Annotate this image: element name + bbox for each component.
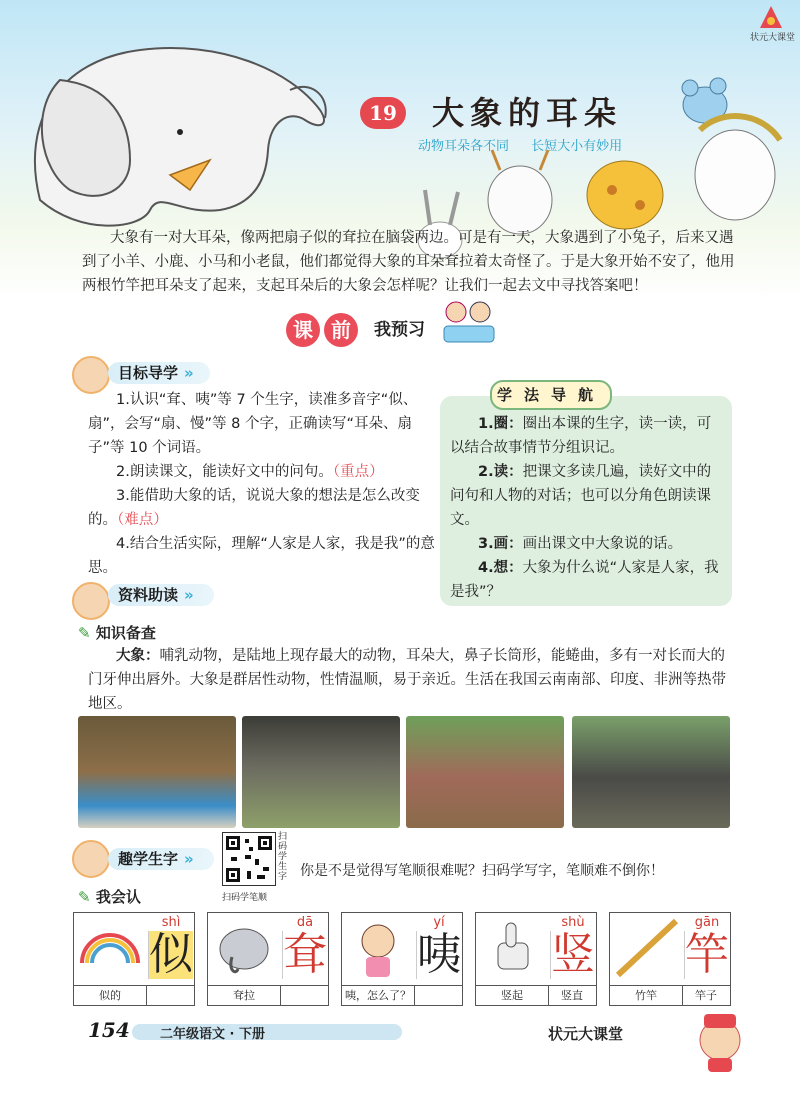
knowledge-heading — [78, 622, 156, 643]
lesson-title: 大象的耳朵 — [432, 94, 623, 132]
reading-heading — [108, 584, 214, 606]
study-method-title: 学法导航 — [490, 380, 612, 410]
vocab-avatar — [72, 840, 110, 878]
lesson-subtitle — [418, 135, 640, 154]
chevron-right-icon: » — [184, 586, 194, 604]
word-1: 竹竿 — [610, 985, 683, 1006]
knowledge-text: 哺乳动物，是陆地上现存最大的动物，耳朵大，鼻子长筒形，能蜷曲，多有一对长而大的门牙伸出唇外。大象是群居性动物，性情温顺，易于亲近。生活在我国云南南部、印度、非洲等热带地区。 — [88, 648, 726, 712]
term: 大象： — [116, 648, 160, 664]
knowledge-heading-text: 知识备查 — [95, 624, 156, 642]
preview-badge-1: 课 — [286, 313, 320, 347]
word-1: 耷拉 — [208, 985, 281, 1006]
elephant-photo-1 — [78, 716, 236, 828]
method-item-2 — [450, 460, 725, 532]
method-item-1 — [450, 412, 725, 460]
difficult-point-tag: （难点） — [117, 512, 168, 528]
word-2 — [280, 985, 328, 1006]
goal-item-3 — [88, 484, 436, 532]
pencil-icon: ✎ — [78, 624, 91, 642]
lesson-number-badge: 19 — [360, 97, 406, 129]
recognize-heading — [78, 886, 141, 907]
mascot-image — [690, 1010, 750, 1074]
method-key: 4.想： — [478, 560, 523, 576]
word-2 — [146, 985, 194, 1006]
character: 竿 — [685, 929, 729, 980]
method-text: 把课文多读几遍，读好文中的问句和人物的对话；也可以分角色朗读课文。 — [450, 464, 712, 528]
goal-item-4: 4.结合生活实际，理解“人家是人家，我是我”的意思。 — [88, 536, 435, 576]
goals-heading — [108, 362, 210, 384]
char-card — [73, 912, 195, 1006]
method-key: 1.圈： — [478, 416, 523, 432]
thumbs-up-image — [476, 913, 548, 983]
preview-label: 我预习 — [374, 320, 425, 340]
char-card — [341, 912, 463, 1006]
word-2: 竿子 — [682, 985, 730, 1006]
word-1: 竖起 — [476, 985, 549, 1006]
pinyin: shì — [161, 915, 181, 930]
elephant-image — [208, 913, 280, 983]
bamboo-pole-image — [610, 913, 682, 983]
pinyin: yí — [433, 915, 445, 930]
qr-code[interactable] — [222, 832, 276, 886]
word-2 — [414, 985, 462, 1006]
character: 咦 — [417, 929, 461, 980]
word-2: 竖直 — [548, 985, 596, 1006]
subtitle-left: 动物耳朵各不同 — [418, 139, 510, 154]
goal-item-1: 1.认识“耷、咦”等 7 个生字，读准多音字“似、扇”，会写“扇、慢”等 8 个字，正确读写“耳朵、扇子”等 10 个词语。 — [88, 392, 418, 456]
goal-item-3-text: 3.能借助大象的话，说说大象的想法是怎么改变的。 — [88, 488, 420, 528]
vocab-heading-text: 趣学生字 — [118, 850, 179, 868]
footer-book-title: 二年级语文 · 下册 — [160, 1027, 265, 1042]
elephant-photo-2 — [242, 716, 400, 828]
reading-heading-text: 资料助读 — [118, 586, 179, 604]
method-item-3 — [450, 532, 725, 556]
key-point-tag: （重点） — [332, 464, 384, 480]
vocab-heading — [108, 848, 214, 870]
char-card — [609, 912, 731, 1006]
method-item-4 — [450, 556, 725, 604]
scan-side-label: 扫码学生字 — [278, 832, 288, 882]
study-method-list — [450, 412, 725, 604]
brand-text: 状元大课堂 — [750, 33, 796, 43]
method-text: 圈出本课的生字，读一读，可以结合故事情节分组识记。 — [450, 416, 712, 456]
chevron-right-icon: » — [184, 850, 194, 868]
footer-brand: 状元大课堂 — [548, 1025, 624, 1043]
pencil-icon: ✎ — [78, 888, 91, 906]
word-1: 咦，怎么了？ — [342, 985, 415, 1006]
brand-logo — [760, 6, 782, 28]
brand-logo-icon — [760, 6, 782, 28]
character: 似 — [149, 929, 193, 980]
goal-item-2-text: 2.朗读课文，能读好文中的问句。 — [116, 464, 333, 480]
qr-code-icon — [223, 833, 275, 885]
elephant-photo-4 — [572, 716, 730, 828]
rainbow-image — [74, 913, 146, 983]
goals-list — [88, 388, 436, 580]
intro-paragraph: 大象有一对大耳朵，像两把扇子似的耷拉在脑袋两边。可是有一天，大象遇到了小兔子，后来又遇到了小羊、小鹿、小马和小老鼠，他们都觉得大象的耳朵耷拉着太奇怪了。于是大象开始不安了，他用两根竹竿把耳朵支了起来，支起耳朵后的大象会怎样呢？让我们一起去文中寻找答案吧！ — [82, 230, 735, 294]
goals-heading-text: 目标导学 — [118, 364, 179, 382]
student-avatar — [72, 582, 110, 620]
method-text: 大象为什么说“人家是人家，我是我”？ — [450, 560, 719, 600]
pinyin: gān — [694, 915, 720, 930]
chevron-right-icon: » — [184, 364, 194, 382]
pinyin: dā — [296, 915, 314, 930]
girl-image — [342, 913, 414, 983]
preview-badge-2: 前 — [324, 313, 358, 347]
page-number: 154 — [88, 1018, 130, 1042]
method-text: 画出课文中大象说的话。 — [522, 536, 683, 552]
recognize-heading-text: 我会认 — [95, 888, 141, 906]
subtitle-right: 长短大小有妙用 — [531, 139, 623, 154]
character: 竖 — [551, 929, 595, 980]
knowledge-paragraph — [88, 644, 738, 716]
scan-label: 扫码学笔顺 — [222, 893, 268, 903]
char-card — [207, 912, 329, 1006]
elephant-photo-3 — [406, 716, 564, 828]
word-1: 似的 — [74, 985, 147, 1006]
character: 耷 — [283, 929, 327, 980]
pinyin: shù — [561, 915, 585, 930]
method-key: 2.读： — [478, 464, 523, 480]
method-key: 3.画： — [478, 536, 523, 552]
char-card — [475, 912, 597, 1006]
goal-item-2 — [88, 460, 436, 484]
vocab-tip: 你是不是觉得写笔顺很难呢？扫码学写字，笔顺难不倒你！ — [300, 863, 664, 879]
kids-reading-image — [440, 298, 498, 344]
